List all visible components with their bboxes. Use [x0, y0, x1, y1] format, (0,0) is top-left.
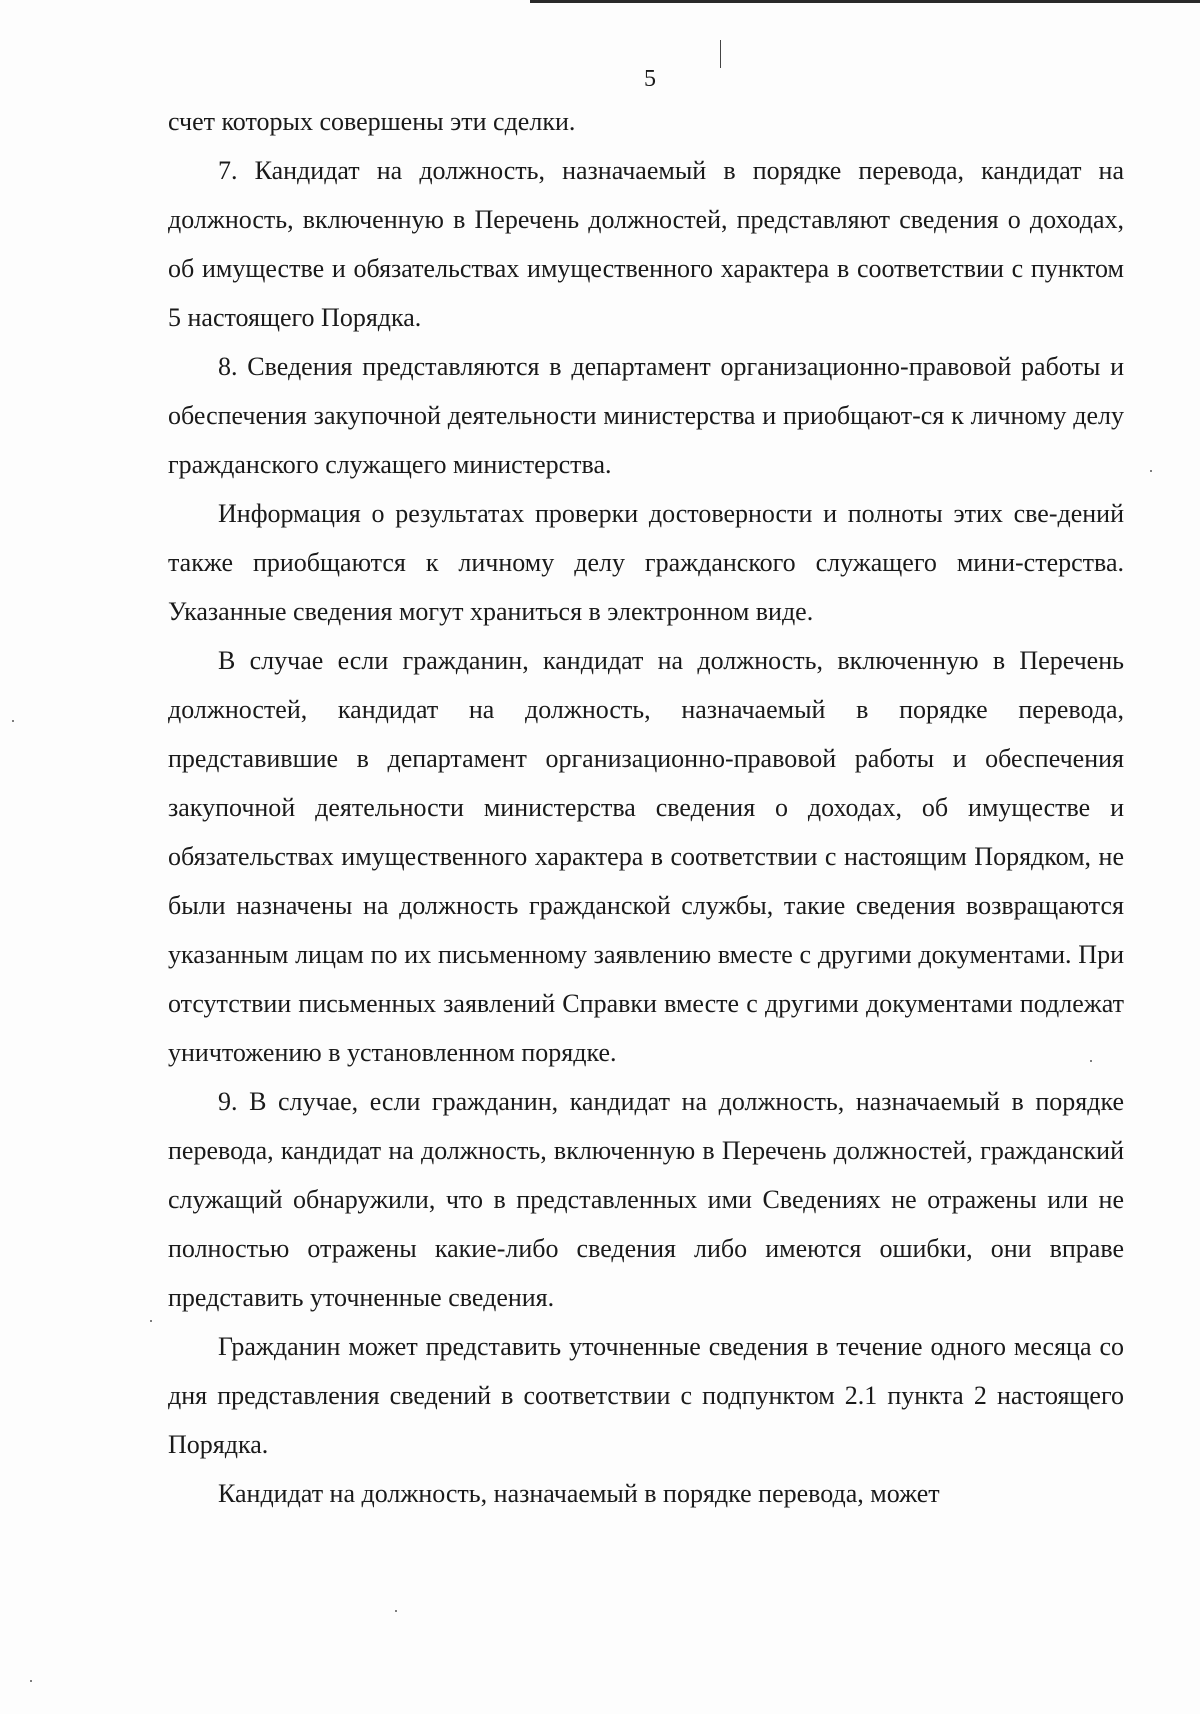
- scan-speck: [12, 720, 14, 722]
- top-scan-edge: [530, 0, 1200, 3]
- scan-speck: [150, 1320, 152, 1322]
- paragraph-item-8: 8. Сведения представляются в департамент организационно-правовой работы и обеспечения закупочной деятельности министерства и приобщают-ся к личному делу гражданского служащего министерства.: [168, 352, 1124, 479]
- paragraph-candidate-transfer: Кандидат на должность, назначаемый в порядке перевода, может: [218, 1479, 940, 1508]
- paragraph-return-of-documents: В случае если гражданин, кандидат на должность, включенную в Перечень должностей, кандидат на должность, назначаемый в порядке перевода, представившие в департамент организационно-правовой работы и обеспечения закупочной деятельности министерства сведения о доходах, об имуществе и обязательствах имущественного характера в соответствии с настоящим Порядком, не были назначены на должность гражданской службы, такие сведения возвращаются указанным лицам по их письменному заявлению вместе с другими документами. При отсутствии письменных заявлений Справки вместе с другими документами подлежат уничтожению в установленном порядке.: [168, 646, 1124, 1067]
- scan-speck: [395, 1610, 397, 1612]
- paragraph-continuation: счет которых совершены эти сделки.: [168, 107, 576, 136]
- document-body: [168, 97, 1124, 1518]
- paragraph-item-7: 7. Кандидат на должность, назначаемый в порядке перевода, кандидат на должность, включенную в Перечень должностей, представляют сведения о доходах, об имуществе и обязательствах имущественного характера в соответствии с пунктом 5 настоящего Порядка.: [168, 156, 1124, 332]
- paragraph-item-9: 9. В случае, если гражданин, кандидат на должность, назначаемый в порядке перевода, кандидат на должность, включенную в Перечень должностей, гражданский служащий обнаружили, что в представленных ими Сведениях не отражены или не полностью отражены какие-либо сведения либо имеются ошибки, они вправе представить уточненные сведения.: [168, 1087, 1124, 1312]
- paragraph-verification-info: Информация о результатах проверки достоверности и полноты этих све-дений также приобщаются к личному делу гражданского служащего мини-стерства. Указанные сведения могут храниться в электронном виде.: [168, 499, 1124, 626]
- scan-speck: [1090, 1060, 1092, 1062]
- scan-speck: [30, 1680, 32, 1682]
- paragraph-citizen-corrections: Гражданин может представить уточненные сведения в течение одного месяца со дня представления сведений в соответствии с подпунктом 2.1 пункта 2 настоящего Порядка.: [168, 1332, 1124, 1459]
- page-number: 5: [644, 66, 656, 92]
- scan-mark: [720, 40, 721, 68]
- scan-speck: [1150, 470, 1152, 472]
